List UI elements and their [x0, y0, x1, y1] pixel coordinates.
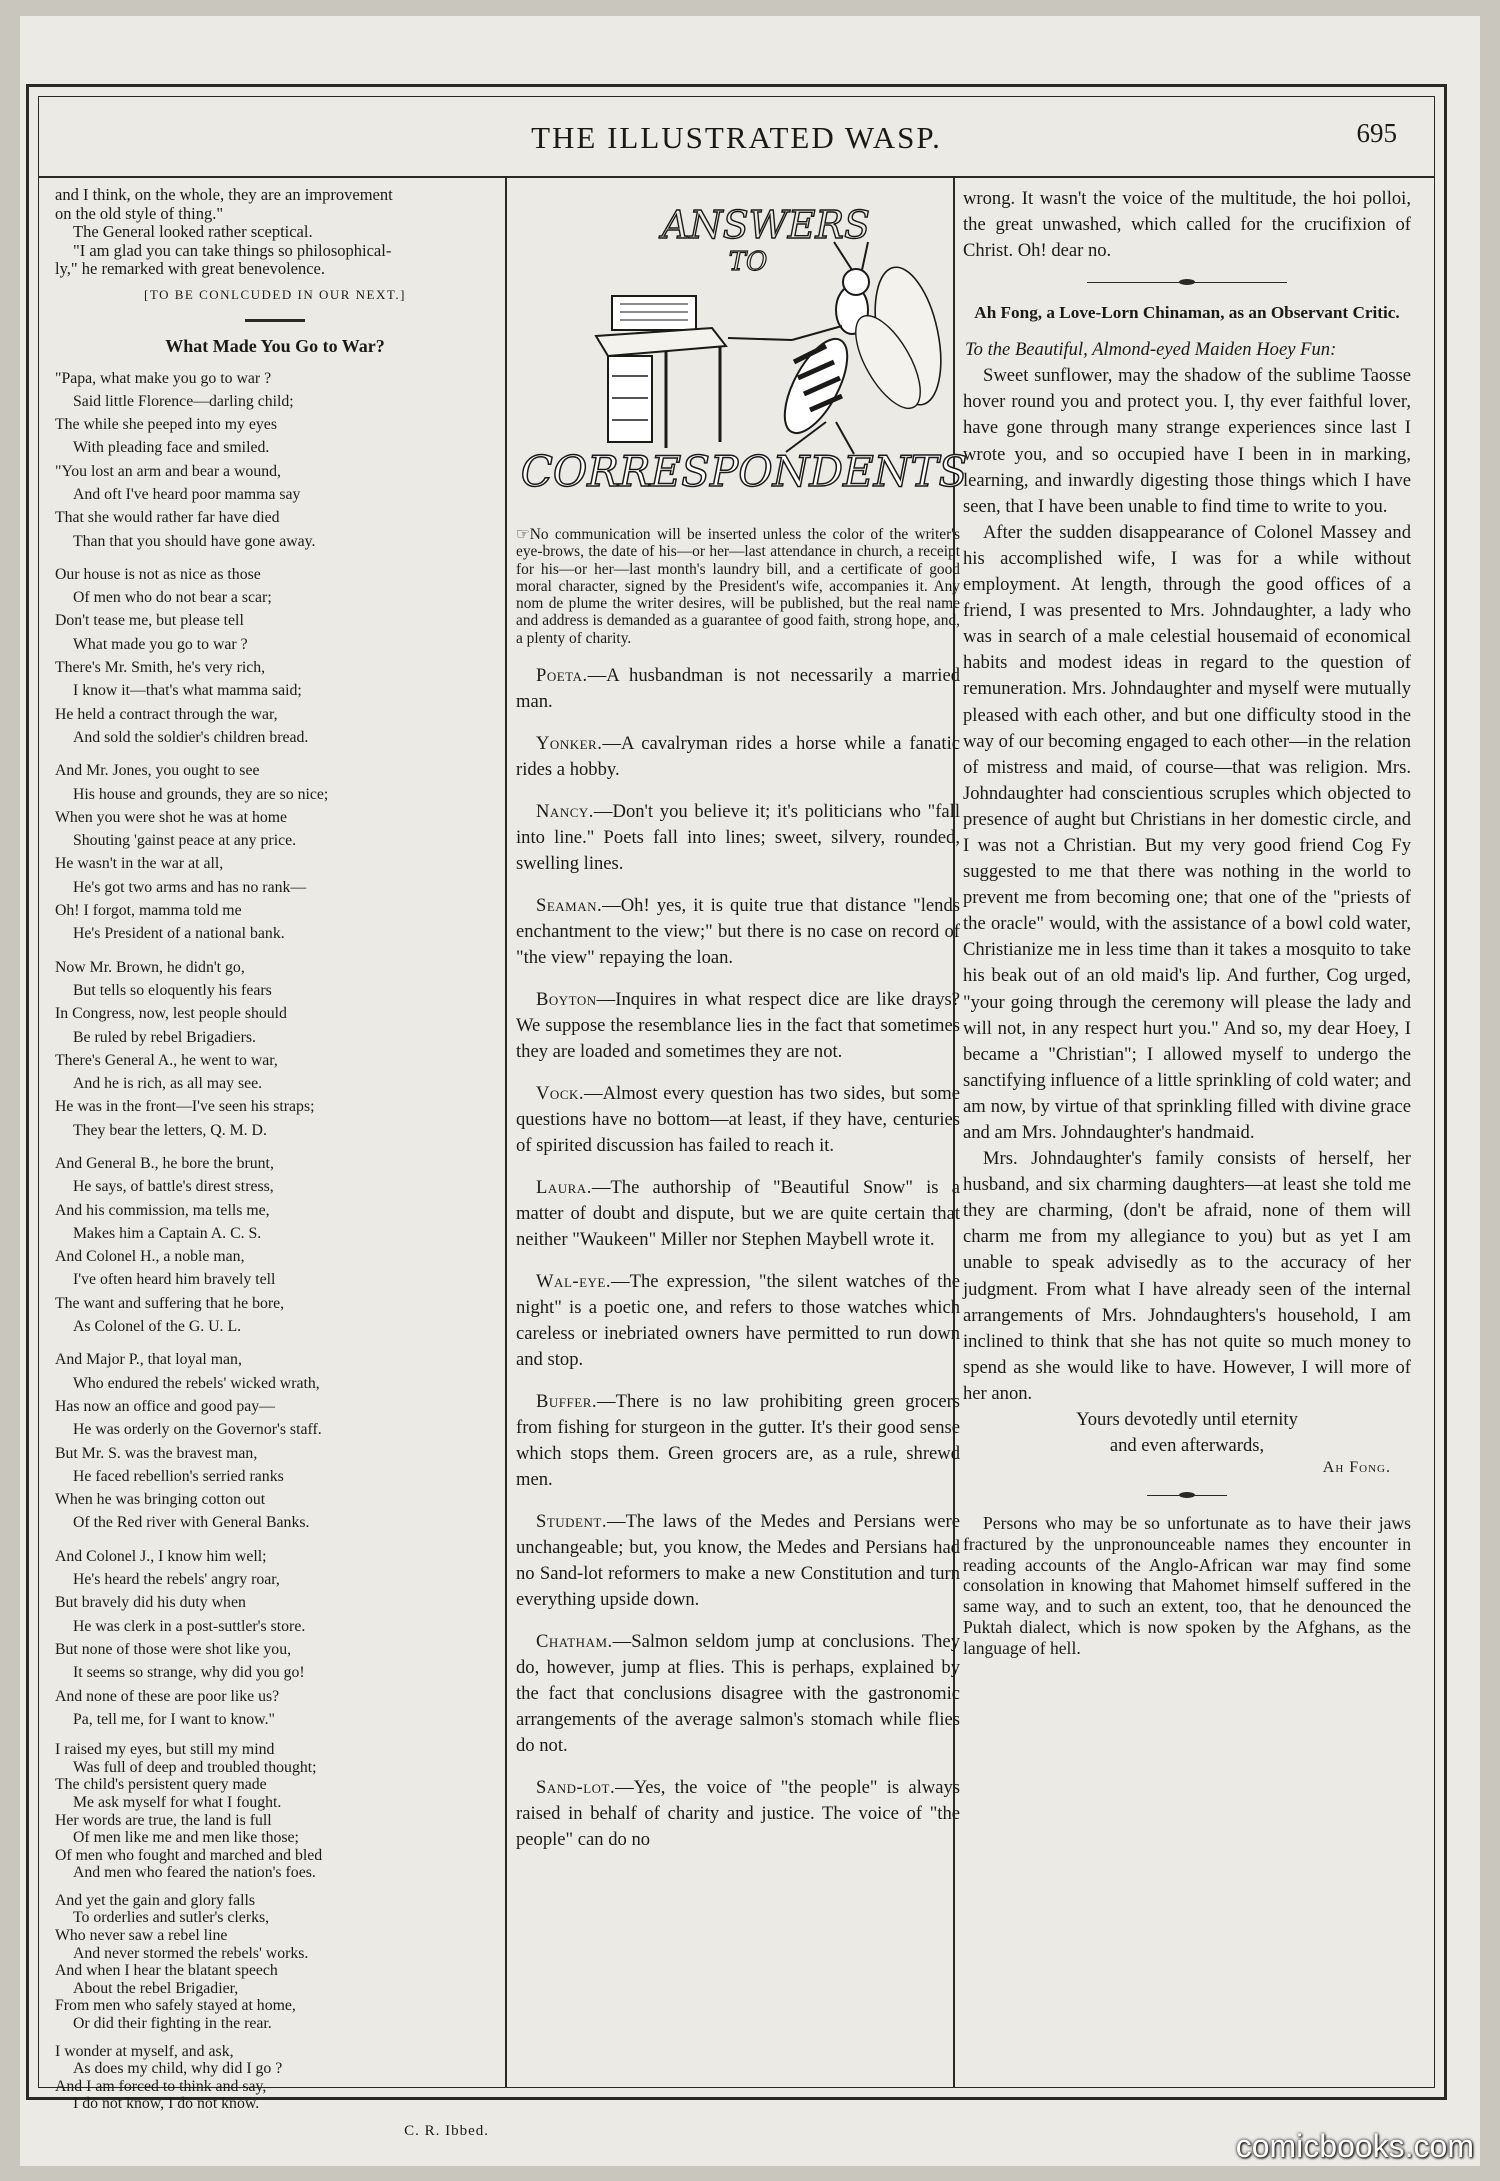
poem-line: Who never saw a rebel line: [55, 1927, 228, 1945]
letter-signature: Ah Fong.: [1322, 1459, 1391, 1477]
poem-stanza: [55, 956, 495, 1142]
correspondent-name: Boyton: [536, 989, 597, 1011]
poem-body: [55, 367, 495, 2114]
poem-line: I do not know, I do not know.: [73, 2095, 260, 2113]
answer-text: —There is no law prohibiting green grocers from fishing for sturgeon in the gutter. It's their good sense which stops them. Green grocers are, as a rule, shrewd men.: [516, 1391, 960, 1491]
poem-line: Or did their fighting in the rear.: [73, 2015, 272, 2033]
answer-entry: [516, 1775, 960, 1853]
logo-answers: ANSWERS: [661, 203, 871, 247]
column-right: [963, 186, 1411, 2086]
poem-line: Don't tease me, but please tell: [55, 612, 244, 630]
site-watermark: comicbooks.com: [1235, 2128, 1474, 2164]
poem-line: Of the Red river with General Banks.: [73, 1514, 310, 1532]
poem-line: With pleading face and smiled.: [73, 439, 270, 457]
correspondent-name: Chatham.: [536, 1631, 613, 1653]
correspondent-answers: [516, 663, 960, 1853]
poem-title: What Made You Go to War?: [165, 335, 385, 356]
letter-closing: Yours devotedly until eternity: [1076, 1409, 1298, 1431]
answer-text: —A cavalryman rides a horse while a fanatic rides a hobby.: [516, 733, 960, 781]
answer-entry: [516, 1081, 960, 1159]
poem-line: I've often heard him bravely tell: [73, 1271, 276, 1289]
poem-line: Me ask myself for what I fought.: [73, 1793, 282, 1811]
logo-correspondents: CORRESPONDENTS: [520, 447, 968, 496]
page-number: 695: [1356, 118, 1397, 148]
poem-line: Pa, tell me, for I want to know.": [73, 1710, 275, 1728]
answer-entry: [516, 987, 960, 1065]
poem-line: And oft I've heard poor mamma say: [73, 485, 301, 503]
correspondent-name: Buffer.: [536, 1391, 598, 1413]
poem-line: Now Mr. Brown, he didn't go,: [55, 958, 245, 976]
poem-stanza: [55, 1152, 495, 1338]
answer-entry: [516, 1389, 960, 1493]
answer-text: —Yes, the voice of "the people" is always raised in behalf of charity and justice. The voice of "the people" can do no: [516, 1777, 960, 1851]
section-divider: [245, 319, 305, 322]
poem-stanza: [55, 1892, 495, 2033]
poem-line: His house and grounds, they are so nice;: [73, 785, 329, 803]
correspondent-name: Poeta.: [536, 665, 588, 687]
answer-text: —Salmon seldom jump at conclusions. They do, however, jump at flies. This is perhaps, explained by the fact that conclusions disagree with the gastronomic arrangements of the average salmon's stomach while flies do not.: [516, 1631, 960, 1757]
editorial-notice: ☞No communication will be inserted unless the color of the writer's eye-brows, the date of his—or her—last attendance in church, a receipt for his—or her—last month's laundry bill, and a certificate of good moral character, signed by the President's wife, accompanies it. Any nom de plume the writer desires, will be published, but the real name and address is demanded as a guarantee of good faith, strong hope, and, a plenty of charity.: [516, 526, 960, 647]
poem-line: Said little Florence—darling child;: [73, 392, 294, 410]
poem-line: From men who safely stayed at home,: [55, 1997, 296, 2015]
answer-entry: [516, 731, 960, 783]
poem-line: And General B., he bore the brunt,: [55, 1155, 274, 1172]
poem-line: Her words are true, the land is full: [55, 1811, 272, 1829]
poem-line: It seems so strange, why did you go!: [73, 1664, 305, 1682]
letter-paragraph: Mrs. Johndaughter's family consists of herself, her husband, and six charming daughters—at least she told me they are charming, (don't be afraid, none of them will charm me from my allegiance to you) but as yet I am unable to speak advisedly as to the accuracy of her judgment. From what I have already seen of the internal arrangements of Mrs. Johndaughters's household, I am inclined to think that she has not quite so much money to spend as she would like to have. However, I will more of her anon.: [963, 1148, 1411, 1404]
answer-entry: [516, 1629, 960, 1759]
poem-stanza: [55, 2043, 495, 2113]
story-ending: [55, 186, 495, 279]
poem-line: Than that you should have gone away.: [73, 532, 316, 550]
poem-stanza: [55, 367, 495, 553]
poem-line: He was orderly on the Governor's staff.: [73, 1421, 322, 1439]
poem-line: "Papa, what make you go to war ?: [55, 369, 272, 387]
poem-line: The child's persistent query made: [55, 1776, 267, 1794]
letter-paragraph: After the sudden disappearance of Colonel Massey and his accomplished wife, I was for a while without employment. At length, through the good offices of a friend, I was presented to Mrs. Johndaughter, a lady who was in search of a male celestial housemaid of economical habits and modest ideas in regard to the question of remuneration. Mrs. Johndaughter and myself were mutually pleased with each other, and but one difficulty stood in the way of our becoming engaged to each other—in the relation of mistress and maid, of course—that was religion. Mrs. Johndaughter had conscientious scruples which objected to presence of aught but Christians in her domestic circle, and I was not a Christian. But my very good friend Cog Fy suggested to me that there was nothing in the world to prevent me from becoming one; that one of the "priests of the oracle" would, with the assistance of a bowl cold water, Christianize me in less time than it takes a mosquito to take his beak out of an old maid's lip. And further, Cog urged, "your going through the ceremony will please the lady and will not, in any respect hurt you." And so, my dear Hoey, I became a "Christian"; I allowed myself to undergo the sanctifying influence of a little sprinkling of cold water; and am now, by virtue of that sprinkling filled with divine grace and am Mrs. Johndaughter's handmaid.: [963, 521, 1411, 1143]
poem-line: Oh! I forgot, mamma told me: [55, 902, 242, 920]
poem-line: He's heard the rebels' angry roar,: [73, 1571, 280, 1589]
correspondent-name: Student.: [536, 1511, 607, 1533]
poem-line: And men who feared the nation's foes.: [73, 1864, 316, 1882]
article-title: Ah Fong, a Love-Lorn Chinaman, as an Observant Critic.: [974, 303, 1400, 323]
column-middle: [516, 186, 968, 2086]
answer-entry: [516, 893, 960, 971]
poem-line: As does my child, why did I go ?: [73, 2060, 283, 2078]
poem-line: He was in the front—I've seen his straps;: [55, 1098, 315, 1116]
poem-line: About the rebel Brigadier,: [73, 1979, 239, 1997]
poem-line: The want and suffering that he bore,: [55, 1294, 285, 1312]
poem-line: He was clerk in a post-suttler's store.: [73, 1617, 306, 1635]
correspondent-name: Nancy.: [536, 801, 594, 823]
story-line: "I am glad you can take things so philosophical-: [73, 240, 392, 260]
letter-salutation: To the Beautiful, Almond-eyed Maiden Hoey Fun:: [965, 339, 1337, 361]
answer-text: —The authorship of "Beautiful Snow" is a matter of doubt and dispute, but we are quite certain that neither "Waukeen" Miller nor Stephen Maybell wrote it.: [516, 1177, 960, 1251]
poem-line: In Congress, now, lest people should: [55, 1005, 287, 1023]
logo-to: TO: [728, 247, 768, 277]
answer-entry: [516, 1509, 960, 1613]
column-left: [55, 185, 495, 2139]
poem-line: Was full of deep and troubled thought;: [73, 1758, 317, 1776]
story-line: The General looked rather sceptical.: [73, 222, 313, 241]
correspondent-name: Wal-eye.: [536, 1271, 611, 1293]
poem-line: And when I hear the blatant speech: [55, 1962, 278, 1980]
poem-line: Of men like me and men like those;: [73, 1829, 299, 1847]
poem-line: But Mr. S. was the bravest man,: [55, 1444, 258, 1462]
poem-line: Who endured the rebels' wicked wrath,: [73, 1374, 320, 1392]
story-line: and I think, on the whole, they are an improvement: [55, 185, 393, 204]
closing-paragraph: Persons who may be so unfortunate as to have their jaws fractured by the unpronounceable names they encounter in reading accounts of the Anglo-African war may find some consolation in knowing that Mahomet himself suffered in the same way, and to such an extent, too, that he denounced the Puktah dialect, which is now spoken by the Afghans, as the language of hell.: [963, 1513, 1411, 1658]
poem-line: I wonder at myself, and ask,: [55, 2042, 234, 2060]
poem-line: But none of those were shot like you,: [55, 1640, 292, 1658]
poem-line: To orderlies and sutler's clerks,: [73, 1909, 270, 1927]
continued-text: wrong. It wasn't the voice of the multitude, the hoi polloi, the great unwashed, which called for the crucifixion of Christ. Oh! dear no.: [963, 188, 1411, 262]
story-line: on the old style of thing.": [55, 203, 224, 223]
answer-entry: [516, 1269, 960, 1373]
wasp-at-desk-illustration: [516, 186, 968, 516]
poem-line: And he is rich, as all may see.: [73, 1075, 263, 1093]
poem-line: But tells so eloquently his fears: [73, 981, 272, 999]
answer-text: —Almost every question has two sides, but some questions have no bottom—at least, if they have, centuries of spirited discussion has failed to reach it.: [516, 1083, 960, 1157]
poem-line: And Mr. Jones, you ought to see: [55, 762, 260, 780]
poem-stanza: [55, 1545, 495, 1731]
poem-line: Has now an office and good pay—: [55, 1397, 275, 1415]
poem-line: He held a contract through the war,: [55, 705, 278, 723]
poem-line: And none of these are poor like us?: [55, 1687, 280, 1705]
letter-closing: and even afterwards,: [1109, 1435, 1265, 1457]
poem-line: Of men who fought and marched and bled: [55, 1846, 323, 1864]
poem-line: As Colonel of the G. U. L.: [73, 1318, 242, 1336]
poem-line: Of men who do not bear a scar;: [73, 589, 272, 607]
poem-line: And never stormed the rebels' works.: [73, 1944, 309, 1962]
poem-line: And Colonel H., a noble man,: [55, 1248, 245, 1266]
poem-line: He says, of battle's direst stress,: [73, 1178, 274, 1196]
masthead: [38, 110, 1435, 170]
answer-entry: [516, 663, 960, 715]
answer-text: —The expression, "the silent watches of the night" is a poetic one, and refers to those watches which careless or inebriated owners have permitted to run down and stop.: [516, 1271, 960, 1371]
poem-line: What made you go to war ?: [73, 635, 248, 653]
poem-stanza: [55, 1741, 495, 1882]
poem-author: C. R. Ibbed.: [404, 2123, 489, 2139]
poem-line: That she would rather far have died: [55, 509, 280, 527]
answer-text: —Don't you believe it; it's politicians who "fall into line." Poets fall into lines; sweet, silvery, rounded, swelling lines.: [516, 801, 960, 875]
poem-line: Our house is not as nice as those: [55, 565, 261, 583]
poem-line: And yet the gain and glory falls: [55, 1891, 256, 1909]
poem-stanza: [55, 563, 495, 749]
answer-text: —Oh! yes, it is quite true that distance "lends enchantment to the view;" but there is no case on record of "the view" repaying the loan.: [516, 895, 960, 969]
poem-line: Shouting 'gainst peace at any price.: [73, 832, 297, 850]
poem-stanza: [55, 759, 495, 945]
poem-line: There's Mr. Smith, he's very rich,: [55, 659, 266, 677]
poem-line: The while she peeped into my eyes: [55, 416, 277, 434]
answer-entry: [516, 1175, 960, 1253]
correspondent-name: Sand-lot.: [536, 1777, 616, 1799]
poem-line: He wasn't in the war at all,: [55, 855, 224, 873]
header-rule: [38, 176, 1435, 178]
answer-entry: [516, 799, 960, 877]
poem-line: When you were shot he was at home: [55, 808, 288, 826]
answer-text: —Inquires in what respect dice are like drays? We suppose the resemblance lies in the fact that sometimes they are loaded and sometimes they are not.: [516, 989, 960, 1063]
poem-line: He faced rebellion's serried ranks: [73, 1467, 284, 1485]
answer-text: —The laws of the Medes and Persians were unchangeable; but, you know, the Medes and Persians had no Sand-lot reformers to make a new Constitution and turn everything upside down.: [516, 1511, 960, 1611]
correspondent-name: Yonker.: [536, 733, 603, 755]
poem-line: I know it—that's what mamma said;: [73, 682, 302, 700]
to-be-concluded-note: [TO BE CONLCUDED IN OUR NEXT.]: [144, 286, 406, 302]
poem-line: He's got two arms and has no rank—: [73, 878, 307, 896]
ornamental-divider: [1087, 280, 1287, 286]
poem-line: There's General A., he went to war,: [55, 1051, 278, 1069]
poem-line: "You lost an arm and bear a wound,: [55, 462, 281, 480]
letter-paragraph: Sweet sunflower, may the shadow of the sublime Taosse hover round you and protect you. I, thy ever faithful lover, have gone through many strange experiences since last I wrote you, and so occupied have I been in in marking, learning, and inwardly digesting those things which I have seen, that I have been unable to find time to write to you.: [963, 365, 1411, 517]
publication-title: THE ILLUSTRATED WASP.: [531, 120, 942, 155]
correspondent-name: Seaman.: [536, 895, 603, 917]
answers-to-correspondents-illustration: [516, 186, 968, 516]
column-rule-1: [505, 178, 507, 2088]
answer-text: —A husbandman is not necessarily a married man.: [516, 665, 960, 713]
poem-line: And his commission, ma tells me,: [55, 1201, 270, 1219]
poem-line: They bear the letters, Q. M. D.: [73, 1121, 267, 1139]
correspondent-name: Vock.: [536, 1083, 585, 1105]
poem-line: Be ruled by rebel Brigadiers.: [73, 1028, 256, 1046]
poem-line: Makes him a Captain A. C. S.: [73, 1224, 262, 1242]
poem-line: And Major P., that loyal man,: [55, 1351, 242, 1369]
poem-stanza: [55, 1348, 495, 1534]
poem-line: But bravely did his duty when: [55, 1594, 246, 1612]
poem-line: I raised my eyes, but still my mind: [55, 1741, 275, 1759]
poem-line: And Colonel J., I know him well;: [55, 1547, 267, 1565]
correspondent-name: Laura.: [536, 1177, 592, 1199]
poem-line: When he was bringing cotton out: [55, 1491, 266, 1509]
poem-line: And I am forced to think and say,: [55, 2077, 267, 2095]
poem-line: He's President of a national bank.: [73, 925, 285, 943]
ornamental-divider: [1147, 1493, 1227, 1499]
poem-line: And sold the soldier's children bread.: [73, 728, 309, 746]
story-line: ly," he remarked with great benevolence.: [55, 259, 326, 278]
